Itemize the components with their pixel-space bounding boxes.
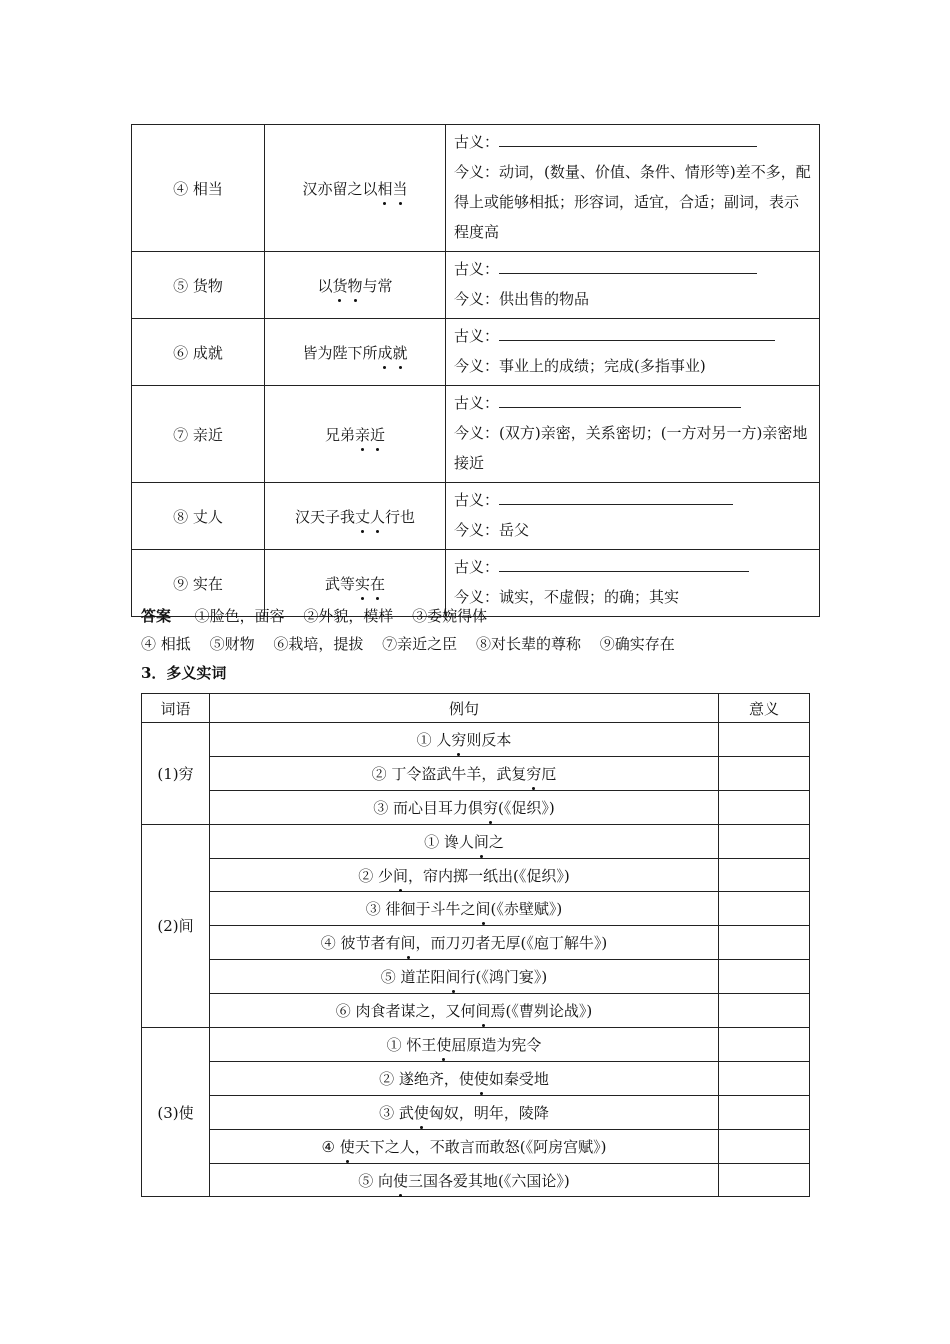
meaning-input-cell[interactable] <box>719 892 810 926</box>
answer-item: ④ 相抵 <box>141 635 191 653</box>
modern-meaning: 今义：动词，(数量、价值、条件、情形等)差不多，配得上或能够相抵；形容词，适宜，合适；副词，表示程度高 <box>454 163 811 241</box>
text-segment: 以 <box>317 276 333 295</box>
emphasis-char: 间 <box>445 968 461 987</box>
sentence-cell <box>265 319 446 386</box>
meaning-input-cell[interactable] <box>719 723 810 757</box>
meaning-input-cell[interactable] <box>719 926 810 960</box>
term-cell: ⑨ 实在 <box>132 550 265 617</box>
meaning-input-cell[interactable] <box>719 1163 810 1197</box>
text-segment: 汉亦留之以 <box>302 179 378 198</box>
modern-meaning: 今义：岳父 <box>454 521 530 539</box>
word-cell: (2)间 <box>142 824 210 1027</box>
emphasis-char: 穷 <box>451 730 467 749</box>
text-segment: ④ <box>321 1137 340 1156</box>
table-row <box>132 125 820 252</box>
ancient-label: 古义： <box>454 394 500 412</box>
text-segment: ，帘内掷一纸出(《促织》) <box>408 866 570 885</box>
text-segment: ① 人 <box>416 730 452 749</box>
modern-meaning: 今义：事业上的成绩；完成(多指事业) <box>454 357 706 375</box>
header-word: 词语 <box>142 694 210 723</box>
meaning-input-cell[interactable] <box>719 1129 810 1163</box>
text-segment: (《赤壁赋》) <box>490 900 563 919</box>
text-segment: ① 谗人 <box>424 832 474 851</box>
meaning-input-cell[interactable] <box>719 756 810 790</box>
example-cell <box>210 1095 719 1129</box>
text-segment: 厄 <box>541 764 557 783</box>
text-segment: ⑥ 肉食者谋之，又何 <box>335 1002 476 1021</box>
meaning-cell <box>446 550 820 617</box>
text-segment: ，而刀刃者无厚(《庖丁解牛》) <box>415 934 608 953</box>
emphasis-char: 使 <box>339 1137 355 1156</box>
table-row <box>142 824 810 858</box>
table-row <box>132 483 820 550</box>
answer-line-2 <box>141 634 689 654</box>
text-segment: 屈原造为宪令 <box>451 1035 542 1054</box>
answer-item: ③委婉得体 <box>412 607 488 625</box>
emphasis-char: 间 <box>393 866 409 885</box>
text-segment: ③ 徘徊于斗牛之 <box>365 900 476 919</box>
text-segment: 则反本 <box>466 730 512 749</box>
table-row <box>142 1061 810 1095</box>
text-segment: ④ 彼节者有 <box>320 934 401 953</box>
example-cell <box>210 790 719 824</box>
meaning-cell <box>446 319 820 386</box>
emphasis-char: 穷 <box>483 798 499 817</box>
modern-meaning: 今义：供出售的物品 <box>454 290 590 308</box>
emphasis-char: 丈 <box>354 507 370 526</box>
answer-item: ⑥栽培，提拔 <box>273 635 364 653</box>
answer-item: ⑦亲近之臣 <box>382 635 458 653</box>
meaning-input-cell[interactable] <box>719 960 810 994</box>
answer-label: 答案 <box>141 607 172 625</box>
text-segment: 与常 <box>362 276 393 295</box>
answer-item: ⑧对长辈的尊称 <box>475 635 581 653</box>
header-meaning: 意义 <box>719 694 810 723</box>
text-segment: 行也 <box>385 507 416 526</box>
emphasis-char: 当 <box>392 179 408 198</box>
example-cell <box>210 960 719 994</box>
text-segment: (《促织》) <box>498 798 555 817</box>
emphasis-char: 间 <box>473 832 489 851</box>
term-cell: ⑧ 丈人 <box>132 483 265 550</box>
term-cell: ④ 相当 <box>132 125 265 252</box>
text-segment: 焉(《曹刿论战》) <box>490 1002 593 1021</box>
text-segment: 兄弟 <box>324 425 355 444</box>
table-row <box>142 926 810 960</box>
table-row <box>142 723 810 757</box>
table-row <box>132 319 820 386</box>
text-segment: 汉天子我 <box>294 507 355 526</box>
emphasis-char: 间 <box>475 900 491 919</box>
emphasis-char: 使 <box>413 1103 429 1122</box>
vocab-table <box>131 124 820 617</box>
word-cell: (3)使 <box>142 1028 210 1197</box>
example-cell <box>210 824 719 858</box>
emphasis-char: 间 <box>475 1002 491 1021</box>
meaning-input-cell[interactable] <box>719 790 810 824</box>
sentence-cell <box>265 125 446 252</box>
term-cell: ⑤ 货物 <box>132 252 265 319</box>
answer-blank[interactable] <box>499 489 733 505</box>
text-segment: 行(《鸿门宴》) <box>460 968 548 987</box>
table-row <box>142 1095 810 1129</box>
term-cell: ⑥ 成就 <box>132 319 265 386</box>
text-segment: ② 遂绝齐，使 <box>379 1069 474 1088</box>
example-cell <box>210 1163 719 1197</box>
emphasis-char: 使 <box>436 1035 452 1054</box>
polysemy-table <box>141 693 810 1197</box>
modern-meaning: 今义：(双方)亲密，关系密切；(一方对另一方)亲密地接近 <box>454 424 808 472</box>
emphasis-char: 成 <box>377 343 393 362</box>
table-row <box>142 790 810 824</box>
answer-item: ①脸色，面容 <box>194 607 285 625</box>
answer-blank[interactable] <box>499 392 741 408</box>
meaning-cell <box>446 386 820 483</box>
header-example: 例句 <box>210 694 719 723</box>
answer-blank[interactable] <box>499 325 775 341</box>
text-segment: ⑤ 道芷阳 <box>380 968 446 987</box>
text-segment: 三国各爱其地(《六国论》) <box>408 1171 570 1190</box>
example-cell <box>210 756 719 790</box>
text-segment: 匈奴，明年，陵降 <box>428 1103 549 1122</box>
meaning-input-cell[interactable] <box>719 824 810 858</box>
text-segment: ⑤ 向 <box>358 1171 394 1190</box>
ancient-label: 古义： <box>454 327 500 345</box>
ancient-label: 古义： <box>454 558 500 576</box>
table-row <box>142 858 810 892</box>
ancient-label: 古义： <box>454 133 500 151</box>
example-cell <box>210 723 719 757</box>
emphasis-char: 使 <box>393 1171 409 1190</box>
table-row <box>132 386 820 483</box>
ancient-label: 古义： <box>454 491 500 509</box>
table-row <box>142 1028 810 1062</box>
table-row <box>142 1129 810 1163</box>
answer-item: ⑨确实存在 <box>599 635 675 653</box>
example-cell <box>210 892 719 926</box>
meaning-input-cell[interactable] <box>719 1095 810 1129</box>
example-cell <box>210 926 719 960</box>
answer-item: ②外貌，模样 <box>303 607 394 625</box>
example-cell <box>210 1028 719 1062</box>
example-cell <box>210 858 719 892</box>
table-row <box>142 756 810 790</box>
text-segment: ② 丁令盗武牛羊，武复 <box>371 764 527 783</box>
text-segment: 之 <box>488 832 504 851</box>
text-segment: ③ 而心目耳力俱 <box>373 798 484 817</box>
emphasis-char: 人 <box>370 507 386 526</box>
answer-line-1 <box>141 606 501 626</box>
section-title: 3．多义实词 <box>141 664 227 682</box>
meaning-cell <box>446 252 820 319</box>
table-row <box>142 892 810 926</box>
text-segment: 如秦受地 <box>488 1069 549 1088</box>
emphasis-char: 间 <box>400 934 416 953</box>
meaning-input-cell[interactable] <box>719 1061 810 1095</box>
meaning-input-cell[interactable] <box>719 858 810 892</box>
answer-item: ⑤财物 <box>209 635 255 653</box>
emphasis-char: 货 <box>332 276 348 295</box>
emphasis-char: 就 <box>392 343 408 362</box>
emphasis-char: 亲 <box>354 425 370 444</box>
table-row <box>142 1163 810 1197</box>
emphasis-char: 相 <box>377 179 393 198</box>
modern-meaning: 今义：诚实，不虚假；的确；其实 <box>454 588 680 606</box>
table-row <box>132 252 820 319</box>
term-cell: ⑦ 亲近 <box>132 386 265 483</box>
text-segment: 天下之人，不敢言而敢怒(《阿房宫赋》) <box>354 1137 607 1156</box>
example-cell <box>210 1129 719 1163</box>
answer-blank[interactable] <box>499 131 757 147</box>
table-row <box>142 994 810 1028</box>
emphasis-char: 在 <box>370 574 386 593</box>
example-cell <box>210 1061 719 1095</box>
text-segment: 武等 <box>324 574 355 593</box>
answer-blank[interactable] <box>499 258 757 274</box>
sentence-cell <box>265 386 446 483</box>
text-segment: ① 怀王 <box>386 1035 437 1054</box>
example-cell <box>210 994 719 1028</box>
meaning-input-cell[interactable] <box>719 1028 810 1062</box>
emphasis-char: 穷 <box>526 764 542 783</box>
text-segment: ③ 武 <box>379 1103 414 1122</box>
emphasis-char: 物 <box>347 276 363 295</box>
emphasis-char: 使 <box>473 1069 489 1088</box>
answer-blank[interactable] <box>499 556 749 572</box>
table-row <box>142 960 810 994</box>
sentence-cell <box>265 483 446 550</box>
text-segment: 皆为陛下所 <box>302 343 378 362</box>
emphasis-char: 实 <box>354 574 370 593</box>
meaning-cell <box>446 125 820 252</box>
meaning-cell <box>446 483 820 550</box>
word-cell: (1)穷 <box>142 723 210 825</box>
emphasis-char: 近 <box>370 425 386 444</box>
ancient-label: 古义： <box>454 260 500 278</box>
text-segment: ② 少 <box>358 866 394 885</box>
sentence-cell <box>265 252 446 319</box>
meaning-input-cell[interactable] <box>719 994 810 1028</box>
